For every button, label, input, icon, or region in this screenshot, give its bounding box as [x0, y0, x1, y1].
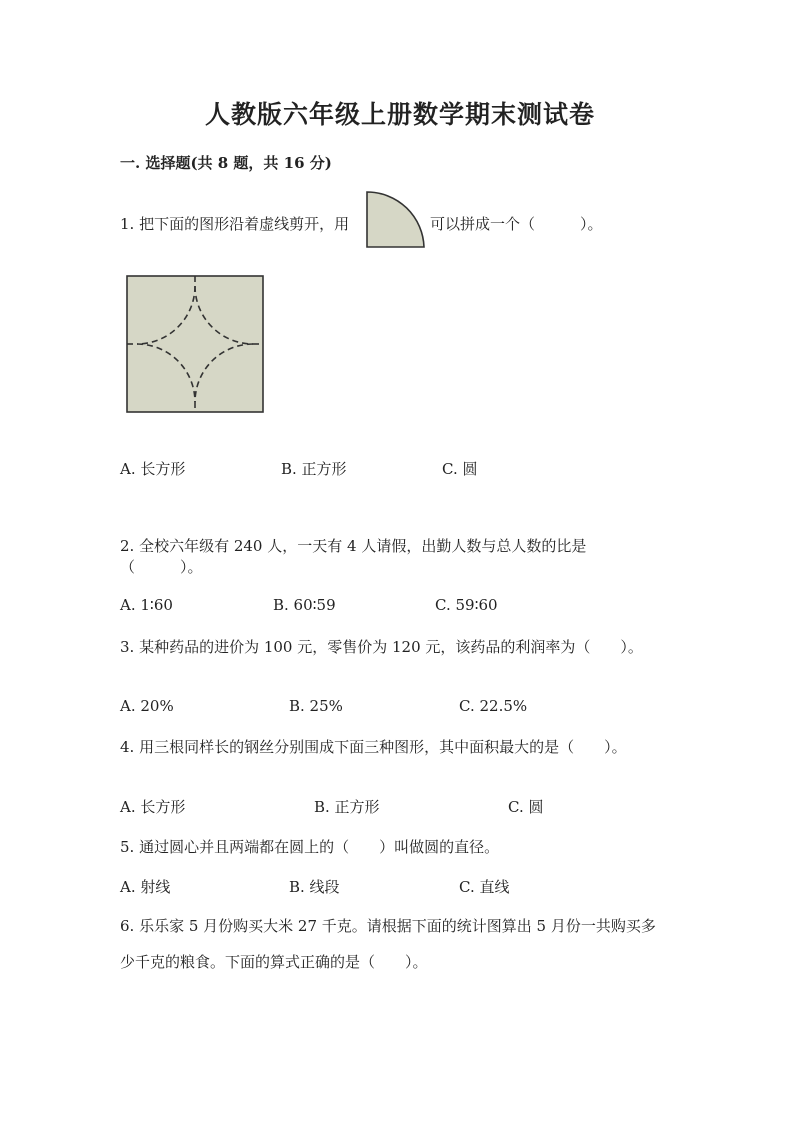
- question-2-option-c: C. 59∶60: [435, 596, 498, 614]
- question-2-option-b: B. 60∶59: [273, 596, 336, 614]
- question-5-option-c: C. 直线: [459, 878, 510, 896]
- quarter-circle-figure: [364, 190, 428, 250]
- question-6-text-line2: 少千克的粮食。下面的算式正确的是（ ）。: [120, 953, 428, 971]
- question-4-option-c: C. 圆: [508, 798, 544, 816]
- section-heading: 一. 选择题(共 8 题，共 16 分): [120, 154, 332, 172]
- question-1-option-a: A. 长方形: [120, 460, 186, 478]
- question-3-option-c: C. 22.5%: [459, 697, 528, 715]
- question-6-text-line1: 6. 乐乐家 5 月份购买大米 27 千克。请根据下面的统计图算出 5 月份一共购买多: [120, 917, 656, 935]
- question-1-text-before: 1. 把下面的图形沿着虚线剪开，用: [120, 215, 350, 233]
- question-5-text: 5. 通过圆心并且两端都在圆上的（ ）叫做圆的直径。: [120, 838, 500, 856]
- question-3-option-a: A. 20%: [120, 697, 174, 715]
- question-5-option-b: B. 线段: [289, 878, 340, 896]
- question-4-option-a: A. 长方形: [120, 798, 186, 816]
- question-4-option-b: B. 正方形: [314, 798, 380, 816]
- question-3-text: 3. 某种药品的进价为 100 元，零售价为 120 元，该药品的利润率为（ ）。: [120, 638, 643, 656]
- square-with-dashed-arcs-figure: [125, 274, 267, 414]
- question-5-option-a: A. 射线: [120, 878, 171, 896]
- question-2-text-line2: （ ）。: [120, 558, 203, 576]
- question-1-option-c: C. 圆: [442, 460, 478, 478]
- question-1-text-after: 可以拼成一个（ ）。: [430, 215, 603, 233]
- question-2-text-line1: 2. 全校六年级有 240 人，一天有 4 人请假，出勤人数与总人数的比是: [120, 537, 587, 555]
- page-title: 人教版六年级上册数学期末测试卷: [204, 100, 595, 129]
- question-1-option-b: B. 正方形: [281, 460, 347, 478]
- question-2-option-a: A. 1∶60: [120, 596, 173, 614]
- question-3-option-b: B. 25%: [289, 697, 343, 715]
- question-4-text: 4. 用三根同样长的钢丝分别围成下面三种图形，其中面积最大的是（ ）。: [120, 738, 627, 756]
